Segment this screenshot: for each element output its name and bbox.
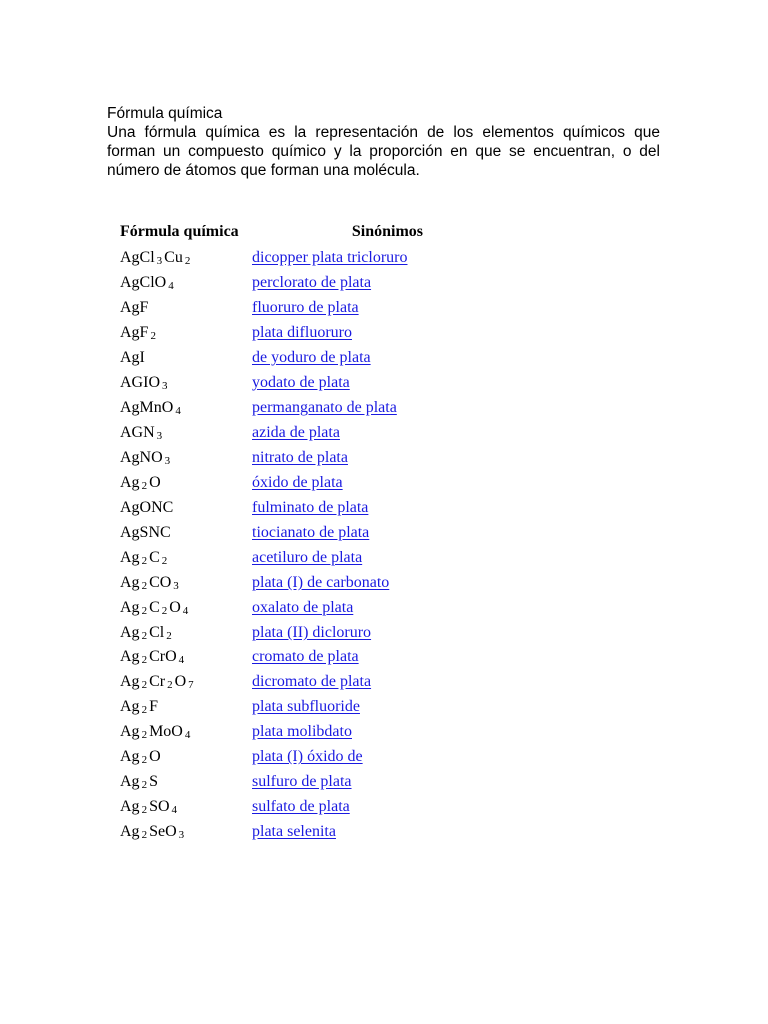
synonym-link[interactable]: permanganato de plata [252, 399, 397, 417]
table-row [120, 495, 450, 520]
formula-cell [120, 748, 252, 766]
header-formula: Fórmula química [120, 223, 239, 240]
table-row [120, 720, 450, 745]
formula-cell [120, 648, 252, 666]
synonym-link[interactable]: plata (I) óxido de [252, 748, 363, 766]
formula-cell [120, 599, 252, 617]
formula-subscript: 4 [184, 729, 191, 742]
formula-symbol: Cl [149, 623, 165, 641]
formula-subscript: 2 [141, 804, 148, 817]
synonym-link[interactable]: acetiluro de plata [252, 548, 363, 566]
synonym-link[interactable]: de yoduro de plata [252, 349, 371, 367]
formula-subscript: 4 [178, 654, 185, 667]
formula-symbol: Ag [120, 548, 140, 566]
formula-symbol: SO [149, 798, 170, 816]
formula-symbol: S [149, 773, 158, 791]
formula-symbol: AgI [120, 349, 145, 367]
formula-cell [120, 349, 252, 367]
synonym-link[interactable]: cromato de plata [252, 648, 359, 666]
table-row [120, 421, 450, 446]
table-header [120, 218, 450, 246]
formula-cell [120, 324, 252, 342]
formula-subscript: 4 [168, 280, 174, 293]
table-row [120, 271, 450, 296]
formula-symbol: AgCl [120, 249, 155, 267]
formula-cell [120, 399, 252, 417]
formula-symbol: CrO [149, 648, 177, 666]
formula-subscript: 3 [164, 454, 171, 467]
synonym-link[interactable]: perclorato de plata [252, 274, 372, 292]
formula-symbol: Ag [120, 598, 140, 616]
formula-subscript: 3 [156, 430, 163, 443]
table-row [120, 321, 450, 346]
formula-symbol: AgSNC [120, 523, 171, 541]
formula-subscript: 2 [141, 479, 148, 492]
table-row [120, 670, 450, 695]
formula-subscript: 2 [167, 679, 173, 692]
formula-cell [120, 524, 252, 542]
formula-symbol: Ag [120, 723, 140, 741]
formula-cell [120, 798, 252, 816]
table-row [120, 446, 450, 471]
table-row [120, 770, 450, 795]
formula-cell [120, 449, 252, 467]
formula-subscript: 2 [141, 779, 148, 792]
formula-symbol: AgONC [120, 498, 174, 516]
synonym-link[interactable]: plata selenita [252, 823, 336, 841]
synonym-link[interactable]: plata (II) dicloruro [252, 623, 372, 641]
formula-cell [120, 374, 252, 392]
synonym-link[interactable]: tiocianato de plata [252, 523, 370, 541]
formula-cell [120, 723, 252, 741]
formula-subscript: 2 [141, 829, 148, 842]
table-row [120, 396, 450, 421]
synonym-link[interactable]: plata (I) de carbonato [252, 573, 390, 591]
formula-symbol: Ag [120, 773, 140, 791]
synonym-link[interactable]: fluoruro de plata [252, 299, 359, 317]
formula-symbol: CO [149, 573, 172, 591]
formula-subscript: 2 [141, 729, 148, 742]
synonym-link[interactable]: plata difluoruro [252, 324, 352, 342]
formula-subscript: 2 [161, 604, 168, 617]
formula-subscript: 2 [184, 255, 191, 268]
formula-cell [120, 823, 252, 841]
table-row [120, 595, 450, 620]
formula-subscript: 4 [171, 804, 178, 817]
formula-symbol: AgClO [120, 274, 167, 292]
formula-cell [120, 274, 252, 292]
formula-cell [120, 574, 252, 592]
table-row [120, 745, 450, 770]
formula-symbol: C [149, 548, 160, 566]
synonym-link[interactable]: azida de plata [252, 424, 340, 442]
table-body [120, 246, 450, 845]
formula-subscript: 2 [141, 754, 148, 767]
formula-symbol: AgMnO [120, 399, 174, 417]
formula-subscript: 2 [141, 704, 148, 717]
formula-subscript: 2 [141, 629, 148, 642]
formula-symbol: Cu [164, 249, 183, 267]
formula-symbol: Ag [120, 473, 140, 491]
formula-symbol: O [149, 473, 161, 491]
synonym-link[interactable]: óxido de plata [252, 473, 343, 491]
formula-symbol: Ag [120, 623, 140, 641]
formula-subscript: 2 [166, 629, 172, 642]
formula-cell [120, 474, 252, 492]
table-row [120, 296, 450, 321]
table-row [120, 346, 450, 371]
formula-cell [120, 624, 252, 642]
formula-symbol: O [174, 673, 187, 691]
formula-table [120, 218, 450, 845]
table-row [120, 620, 450, 645]
formula-symbol: AgF [120, 324, 149, 342]
formula-cell [120, 698, 252, 716]
table-row [120, 695, 450, 720]
synonym-link[interactable]: dicopper plata tricloruro [252, 249, 408, 267]
formula-cell [120, 299, 252, 317]
formula-cell [120, 549, 252, 567]
table-row [120, 545, 450, 570]
formula-subscript: 2 [141, 604, 148, 617]
formula-subscript: 2 [150, 330, 156, 343]
synonym-link[interactable]: oxalato de plata [252, 598, 354, 616]
table-row [120, 371, 450, 396]
page-title: Fórmula química [107, 105, 223, 122]
formula-symbol: AgF [120, 299, 149, 317]
formula-subscript: 3 [178, 829, 185, 842]
formula-symbol: SeO [149, 823, 177, 841]
formula-subscript: 7 [188, 679, 194, 692]
header-synonyms: Sinónimos [351, 223, 423, 240]
synonym-link[interactable]: yodato de plata [252, 374, 350, 392]
formula-subscript: 2 [141, 554, 148, 567]
formula-subscript: 3 [156, 255, 163, 268]
synonym-link[interactable]: plata molibdato [252, 723, 352, 741]
table-row [120, 820, 450, 845]
synonym-link[interactable]: fulminato de plata [252, 498, 369, 516]
formula-subscript: 2 [161, 554, 168, 567]
formula-cell [120, 773, 252, 791]
table-row [120, 570, 450, 595]
formula-symbol: F [149, 698, 158, 716]
table-row [120, 645, 450, 670]
formula-subscript: 4 [182, 604, 189, 617]
heading-block [107, 104, 660, 180]
formula-symbol: O [149, 748, 161, 766]
formula-symbol: Ag [120, 648, 140, 666]
formula-symbol: AgNO [120, 448, 163, 466]
formula-cell [120, 249, 252, 267]
formula-symbol: Cr [149, 673, 166, 691]
formula-symbol: C [149, 598, 160, 616]
synonym-link[interactable]: nitrato de plata [252, 448, 348, 466]
formula-symbol: Ag [120, 673, 140, 691]
formula-subscript: 3 [173, 579, 179, 592]
formula-subscript: 2 [141, 654, 148, 667]
formula-cell [120, 673, 252, 691]
formula-symbol: AGN [120, 424, 155, 442]
table-row [120, 520, 450, 545]
synonym-link[interactable]: sulfato de plata [252, 798, 350, 816]
formula-symbol: Ag [120, 798, 140, 816]
formula-cell [120, 424, 252, 442]
formula-subscript: 3 [162, 380, 168, 393]
formula-cell [120, 499, 252, 517]
formula-symbol: Ag [120, 748, 140, 766]
intro-paragraph: Una fórmula química es la representación de los elementos químicos que forman un compuesto químico y la proporción en que se encuentran, o del número de átomos que forman una molécula. [107, 124, 660, 179]
formula-subscript: 4 [175, 405, 181, 418]
synonym-link[interactable]: sulfuro de plata [252, 773, 352, 791]
table-row [120, 246, 450, 271]
formula-symbol: Ag [120, 573, 140, 591]
table-row [120, 470, 450, 495]
formula-symbol: O [169, 598, 181, 616]
formula-symbol: Ag [120, 823, 140, 841]
formula-subscript: 2 [141, 579, 148, 592]
formula-symbol: Ag [120, 698, 140, 716]
formula-symbol: AGIO [120, 374, 160, 392]
formula-symbol: MoO [149, 723, 183, 741]
formula-subscript: 2 [141, 679, 148, 692]
table-row [120, 795, 450, 820]
synonym-link[interactable]: dicromato de plata [252, 673, 372, 691]
synonym-link[interactable]: plata subfluoride [252, 698, 360, 716]
